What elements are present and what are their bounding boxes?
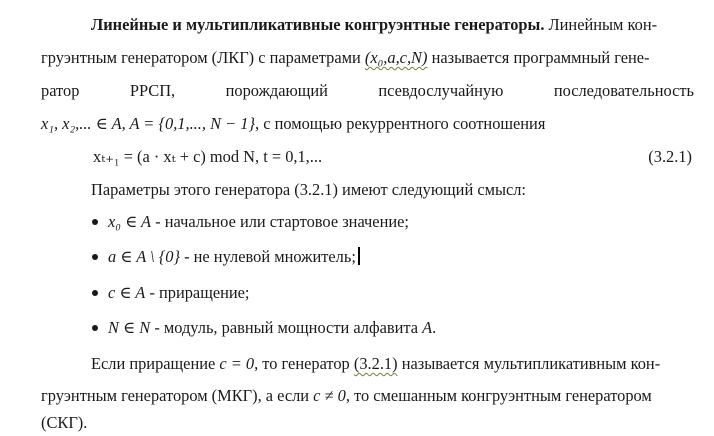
paragraph-2-line-3: (СКГ). — [41, 413, 88, 432]
equation-reference: (3.2.1) — [353, 354, 398, 373]
paragraph-1-line-3: ратор РРСП, порождающий псевдослучайную последовательность — [41, 81, 694, 100]
bullet-icon — [92, 219, 98, 225]
list-item-math: c ∈ A — [108, 283, 146, 302]
list-item — [108, 318, 436, 338]
paragraph-1-text: груэнтным генератором (ЛКГ) с параметрами — [41, 48, 361, 67]
list-item-text: - не нулевой множитель; — [184, 247, 356, 266]
list-item-math: N ∈ N — [108, 318, 151, 337]
bullet-icon — [92, 290, 98, 296]
paragraph-1-text: Линейным кон- — [548, 15, 658, 34]
equation-number: (3.2.1) — [648, 147, 692, 166]
alphabet-symbol: A — [422, 318, 433, 337]
paragraph-1-line-2 — [41, 48, 649, 68]
increment-nonzero-math: c ≠ 0 — [313, 386, 346, 405]
paragraph-1-text: называется программный гене- — [431, 48, 650, 67]
paragraph-2-line-2 — [41, 386, 652, 406]
bullet-icon — [92, 325, 98, 331]
sequence-math: x₁, x₂,... ∈ A, A = {0,1,..., N − 1} — [41, 114, 256, 133]
paragraph-2-text: Если приращение — [91, 354, 216, 373]
list-item-math: x₀ ∈ A — [108, 212, 152, 231]
paragraph-2-text: называется мультипликативным кон- — [401, 354, 661, 373]
list-item — [108, 283, 249, 303]
paragraph-1-line-1 — [91, 15, 657, 35]
paragraph-2-text: , то смешанным конгруэнтным генератором — [345, 386, 652, 405]
list-item-text: - модуль, равный мощности алфавита — [154, 318, 419, 337]
recurrence-equation: xₜ₊₁ = (a · xₜ + c) mod N, t = 0,1,... — [93, 147, 323, 166]
list-item-text: - начальное или стартовое значение; — [155, 212, 409, 231]
bullet-icon — [92, 254, 98, 260]
paragraph-2-text: груэнтным генератором (МКГ), а если — [41, 386, 310, 405]
text-cursor — [358, 247, 360, 265]
params-intro: Параметры этого генератора (3.2.1) имеют следующий смысл: — [91, 180, 526, 199]
paragraph-2-line-1 — [91, 354, 660, 374]
list-item-math: a ∈ A \ {0} — [108, 247, 180, 266]
section-heading: Линейные и мультипликативные конгруэнтные генераторы. — [91, 15, 545, 34]
increment-zero-math: c = 0 — [219, 354, 255, 373]
paragraph-1-text: , с помощью рекуррентного соотношения — [255, 114, 546, 133]
list-item — [108, 212, 409, 232]
generator-params-math: (x₀,a,c,N) — [364, 48, 428, 67]
list-item-text: - приращение; — [149, 283, 250, 302]
paragraph-2-text: , то генератор — [254, 354, 350, 373]
paragraph-1-line-4 — [41, 114, 545, 134]
list-item — [108, 247, 360, 267]
list-item-end: . — [432, 318, 437, 337]
